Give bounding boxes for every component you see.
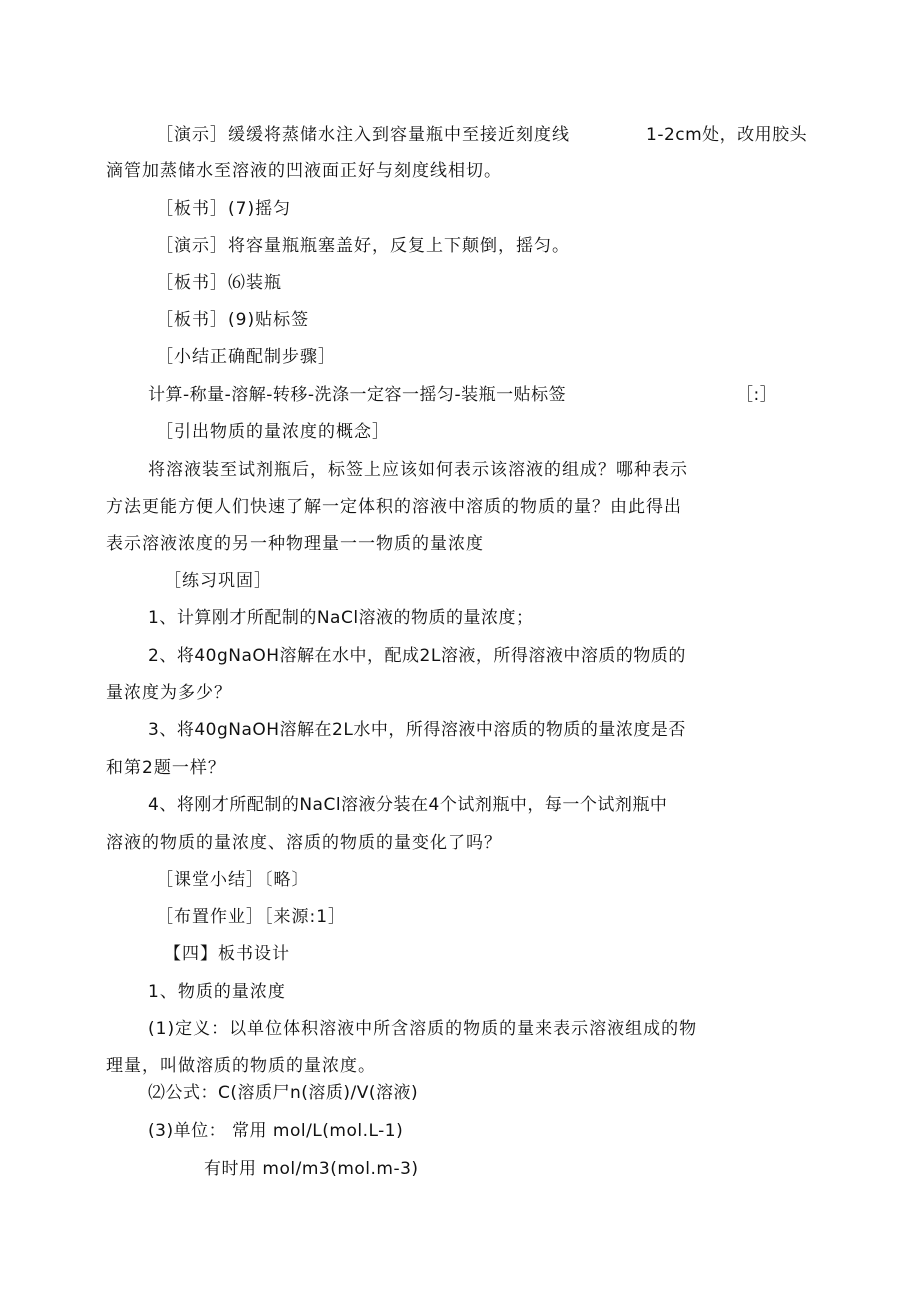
summary-heading: ［小结正确配制步骤］ — [156, 347, 336, 367]
formula-line: ⑵公式：C(溶质尸n(溶质)/V(溶液) — [148, 1083, 419, 1103]
demo-line-1: ［演示］缓缓将蒸储水注入到容量瓶中至接近刻度线 — [156, 125, 570, 145]
para-line-1: 将溶液装至试剂瓶后，标签上应该如何表示该溶液的组成？哪种表示 — [148, 460, 688, 480]
board-bottle: ［板书］⑹装瓶 — [156, 273, 282, 293]
board-design-heading: 【四】板书设计 — [164, 944, 290, 964]
demo-shake: ［演示］将容量瓶瓶塞盖好，反复上下颠倒，摇匀。 — [156, 236, 570, 256]
definition-line-2: 理量，叫做溶质的物质的量浓度。 — [106, 1056, 376, 1076]
homework: ［布置作业］［来源:1］ — [156, 907, 347, 927]
practice-heading: ［练习巩固］ — [164, 571, 272, 591]
section-1-title: 1、物质的量浓度 — [148, 982, 286, 1002]
exercise-4: 4、将刚才所配制的NaCl溶液分装在4个试剂瓶中，每一个试剂瓶中 — [148, 795, 668, 815]
exercise-1: 1、计算刚才所配制的NaCl溶液的物质的量浓度； — [148, 608, 534, 628]
para-line-3: 表示溶液浓度的另一种物理量一一物质的量浓度 — [106, 534, 484, 554]
exercise-3-cont: 和第2题一样？ — [106, 758, 226, 778]
definition-line-1: (1)定义：以单位体积溶液中所含溶质的物质的量来表示溶液组成的物 — [148, 1019, 698, 1039]
steps-line: 计算-称量-溶解-转移-洗涤一定容一摇匀-装瓶一贴标签 — [148, 385, 567, 405]
unit-line-2: 有时用 mol/m3(mol.m-3) — [204, 1159, 419, 1179]
para-line-2: 方法更能方便人们快速了解一定体积的溶液中溶质的物质的量？由此得出 — [106, 497, 682, 517]
concept-heading: ［引出物质的量浓度的概念］ — [156, 422, 390, 442]
exercise-3: 3、将40gNaOH溶解在2L水中，所得溶液中溶质的物质的量浓度是否 — [148, 720, 686, 740]
unit-line-1: (3)单位： 常用 mol/L(mol.L-1) — [148, 1121, 404, 1141]
board-shake: ［板书］(7)摇匀 — [156, 199, 292, 219]
steps-bracket: ［:］ — [736, 385, 778, 405]
exercise-4-cont: 溶液的物质的量浓度、溶质的物质的量变化了吗？ — [106, 833, 502, 853]
exercise-2: 2、将40gNaOH溶解在水中，配成2L溶液，所得溶液中溶质的物质的 — [148, 646, 686, 666]
board-label: ［板书］(9)贴标签 — [156, 310, 310, 330]
exercise-2-cont: 量浓度为多少？ — [106, 683, 232, 703]
demo-line-1-tail: 1-2cm处，改用胶头 — [646, 125, 808, 145]
demo-line-2: 滴管加蒸储水至溶液的凹液面正好与刻度线相切。 — [106, 161, 502, 181]
class-summary: ［课堂小结］〔略〕 — [156, 870, 310, 890]
